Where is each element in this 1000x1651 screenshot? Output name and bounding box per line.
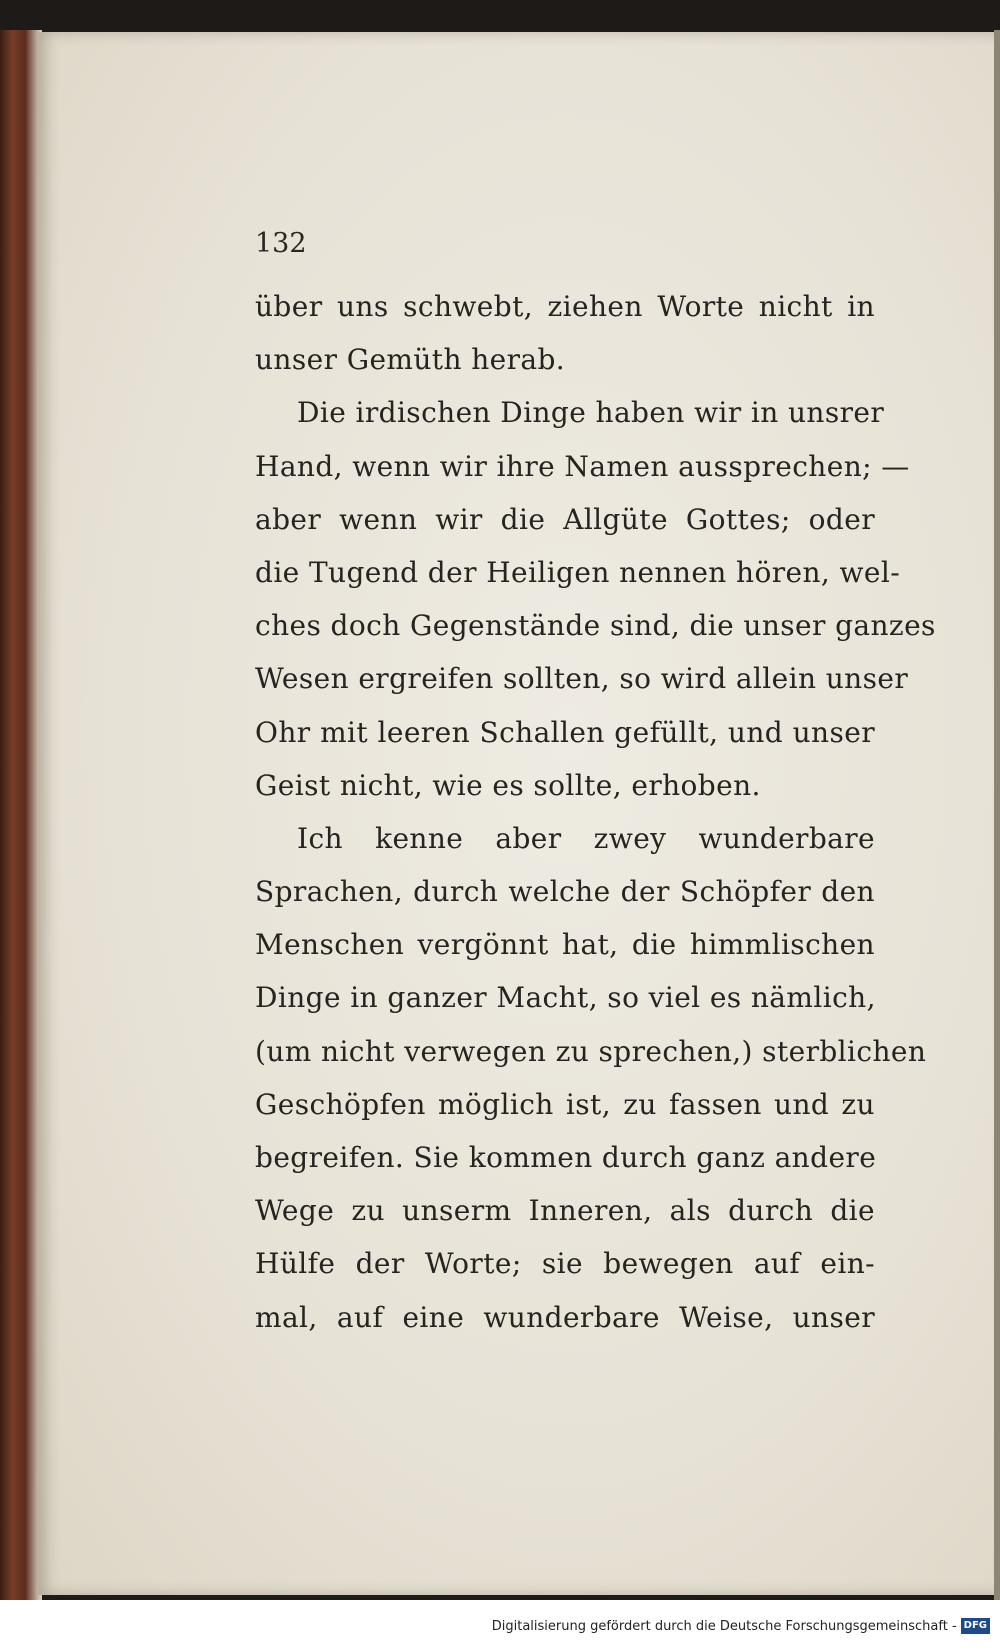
text-line: Menschen vergönnt hat, die himmlischen — [255, 928, 875, 962]
text-line: (um nicht verwegen zu sprechen,) sterblichen — [255, 1034, 927, 1068]
text-line: Dinge in ganzer Macht, so viel es nämlich, — [255, 981, 876, 1015]
text-line: Die irdischen Dinge haben wir in unsrer — [297, 396, 885, 430]
dfg-logo: DFG — [961, 1618, 990, 1634]
text-line: Ich kenne aber zwey wunderbare — [297, 821, 875, 855]
text-line: über uns schwebt, ziehen Worte nicht in — [255, 290, 875, 323]
text-line: begreifen. Sie kommen durch ganz andere — [255, 1141, 877, 1174]
text-line: Hülfe der Worte; sie bewegen auf ein- — [255, 1247, 875, 1281]
text-line: Geist nicht, wie es sollte, erhoben. — [255, 768, 761, 802]
text-line: mal, auf eine wunderbare Weise, unser — [255, 1300, 875, 1334]
text-line: Geschöpfen möglich ist, zu fassen und zu — [255, 1087, 875, 1121]
page-right-edge — [994, 30, 1000, 1600]
text-line: Wege zu unserm Inneren, als durch die — [255, 1194, 875, 1228]
page-number: 132 — [255, 228, 307, 259]
text-line: Wesen ergreifen sollten, so wird allein unser — [255, 662, 909, 696]
book-spine-edge — [0, 30, 42, 1600]
text-line: unser Gemüth herab. — [255, 343, 566, 377]
text-line: aber wenn wir die Allgüte Gottes; oder — [255, 502, 875, 536]
text-line: die Tugend der Heiligen nennen hören, wel- — [255, 555, 901, 589]
credit-text: Digitalisierung gefördert durch die Deutsche Forschungsgemeinschaft - — [491, 1618, 957, 1634]
body-text — [255, 280, 936, 1344]
text-line: Hand, wenn wir ihre Namen aussprechen; — — [255, 449, 910, 483]
funding-credit — [492, 1618, 990, 1634]
text-line: ches doch Gegenstände sind, die unser ganzes — [255, 609, 936, 643]
text-line: Sprachen, durch welche der Schöpfer den — [255, 875, 875, 909]
text-line: Ohr mit leeren Schallen gefüllt, und unser — [255, 715, 875, 749]
